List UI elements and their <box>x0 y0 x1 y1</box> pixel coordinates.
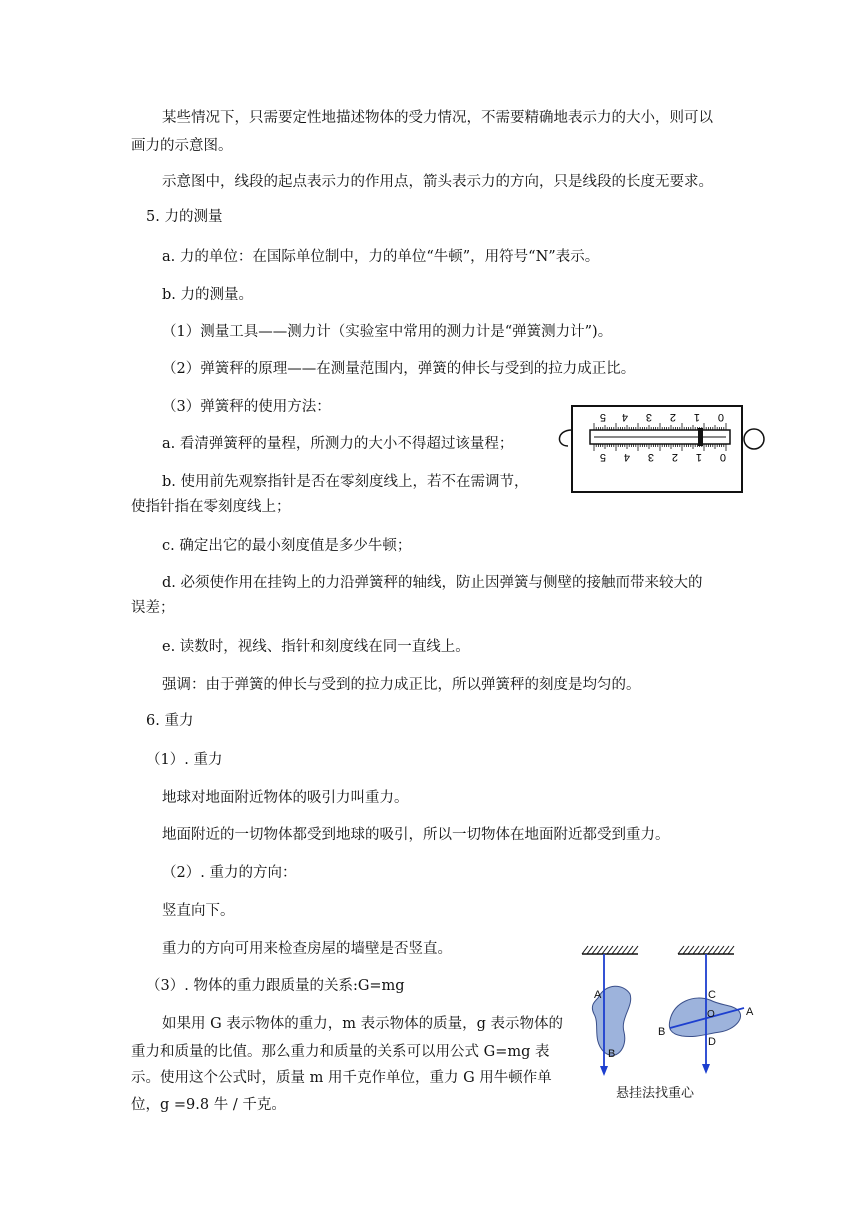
scale-bottom-label: 2 <box>671 451 678 463</box>
hatch-mark <box>718 946 724 954</box>
paragraph-line: 使指针指在零刻度线上； <box>131 499 291 515</box>
hatch-mark <box>592 946 598 954</box>
scale-top-label: 0 <box>717 411 724 423</box>
paragraph-line: e. 读数时，视线、指针和刻度线在同一直线上。 <box>162 639 470 655</box>
subsection-heading: （2）. 重力的方向： <box>162 865 297 881</box>
hatch-mark <box>723 946 729 954</box>
paragraph-line: 重力和质量的比值。那么重力和质量的关系可以用公式 G=mg 表 <box>131 1044 550 1060</box>
paragraph-line: 地面附近的一切物体都受到地球的吸引，所以一切物体在地面附近都受到重力。 <box>162 827 670 843</box>
point-label: B <box>658 1026 666 1038</box>
paragraph-line: 强调：由于弹簧的伸长与受到的拉力成正比，所以弹簧秤的刻度是均匀的。 <box>162 677 641 693</box>
spring-scale-figure <box>548 400 770 500</box>
paragraph-line: （1）测量工具——测力计（实验室中常用的测力计是“弹簧测力计”)。 <box>162 324 613 340</box>
paragraph-line: 示。使用这个公式时，质量 m 用千克作单位，重力 G 用牛顿作单 <box>131 1070 552 1086</box>
ceiling-hatch <box>678 946 734 954</box>
scale-bottom-label: 0 <box>719 451 726 463</box>
paragraph-line: d. 必须使作用在挂钩上的力沿弹簧秤的轴线，防止因弹簧与侧壁的接触而带来较大的 <box>162 575 703 591</box>
hatch-mark <box>617 946 623 954</box>
scale-top-label: 4 <box>621 411 628 423</box>
hatch-mark <box>703 946 709 954</box>
irregular-object-right <box>669 998 740 1037</box>
hatch-mark <box>622 946 628 954</box>
paragraph-line: 地球对地面附近物体的吸引力叫重力。 <box>162 790 409 806</box>
hatch-mark <box>708 946 714 954</box>
paragraph-line: 位，g =9.8 牛 / 千克。 <box>131 1097 286 1113</box>
paragraph-line: a. 看清弹簧秤的量程，所测力的大小不得超过该量程； <box>162 436 514 452</box>
point-label: C <box>708 989 716 1001</box>
section-heading: 6. 重力 <box>146 713 194 729</box>
hatch-mark <box>713 946 719 954</box>
hatch-mark <box>627 946 633 954</box>
paragraph-line: 如果用 G 表示物体的重力，m 表示物体的质量，g 表示物体的 <box>162 1016 564 1032</box>
paragraph-line: 画力的示意图。 <box>131 138 233 154</box>
paragraph-line: 竖直向下。 <box>162 903 235 919</box>
hatch-mark <box>612 946 618 954</box>
scale-pointer <box>698 428 703 446</box>
hatch-mark <box>587 946 593 954</box>
scale-bottom-label: 3 <box>647 451 654 463</box>
scale-bottom-label: 5 <box>599 451 606 463</box>
arrow-head-left <box>600 1066 608 1076</box>
hatch-mark <box>683 946 689 954</box>
paragraph-line: 某些情况下，只需要定性地描述物体的受力情况，不需要精确地表示力的大小，则可以 <box>162 110 713 126</box>
section-heading: 5. 力的测量 <box>146 209 223 225</box>
hook-icon <box>559 430 572 446</box>
paragraph-line: c. 确定出它的最小刻度值是多少牛顿； <box>162 538 412 554</box>
subsection-heading: （3）. 物体的重力跟质量的关系:G=mg <box>146 978 405 994</box>
point-label: B <box>608 1048 616 1060</box>
paragraph-line: 误差； <box>131 600 175 616</box>
paragraph-line: b. 力的测量。 <box>162 287 253 303</box>
scale-bottom-label: 4 <box>623 451 630 463</box>
hatch-mark <box>602 946 608 954</box>
point-label: D <box>708 1036 716 1048</box>
ceiling-hatch <box>582 946 638 954</box>
scale-top-label: 1 <box>693 411 700 423</box>
arrow-head-right <box>702 1064 710 1074</box>
hatch-mark <box>693 946 699 954</box>
point-label: A <box>746 1006 754 1018</box>
hatch-mark <box>728 946 734 954</box>
scale-top-label: 5 <box>599 411 606 423</box>
hatch-mark <box>582 946 588 954</box>
paragraph-line: b. 使用前先观察指针是否在零刻度线上，若不在需调节， <box>162 474 529 490</box>
point-label: O <box>707 1009 715 1020</box>
paragraph-line: （2）弹簧秤的原理——在测量范围内，弹簧的伸长与受到的拉力成正比。 <box>162 361 636 377</box>
hatch-mark <box>597 946 603 954</box>
scale-top-label: 2 <box>669 411 676 423</box>
hatch-mark <box>632 946 638 954</box>
subsection-heading: （1）. 重力 <box>146 752 223 768</box>
hatch-mark <box>688 946 694 954</box>
hatch-mark <box>607 946 613 954</box>
hatch-mark <box>678 946 684 954</box>
scale-top-label: 3 <box>645 411 652 423</box>
hatch-mark <box>698 946 704 954</box>
scale-body <box>572 406 742 492</box>
paragraph-line: a. 力的单位：在国际单位制中，力的单位“牛顿”，用符号“N”表示。 <box>162 249 600 265</box>
suspension-method-figure <box>570 940 770 1110</box>
paragraph-line: 示意图中，线段的起点表示力的作用点，箭头表示力的方向，只是线段的长度无要求。 <box>162 174 713 190</box>
figure-caption: 悬挂法找重心 <box>616 1086 695 1101</box>
paragraph-line: 重力的方向可用来检查房屋的墙壁是否竖直。 <box>162 941 452 957</box>
scale-bottom-label: 1 <box>695 451 702 463</box>
point-label: A <box>594 989 602 1001</box>
paragraph-line: （3）弹簧秤的使用方法： <box>162 399 331 415</box>
ring-icon <box>744 429 764 449</box>
